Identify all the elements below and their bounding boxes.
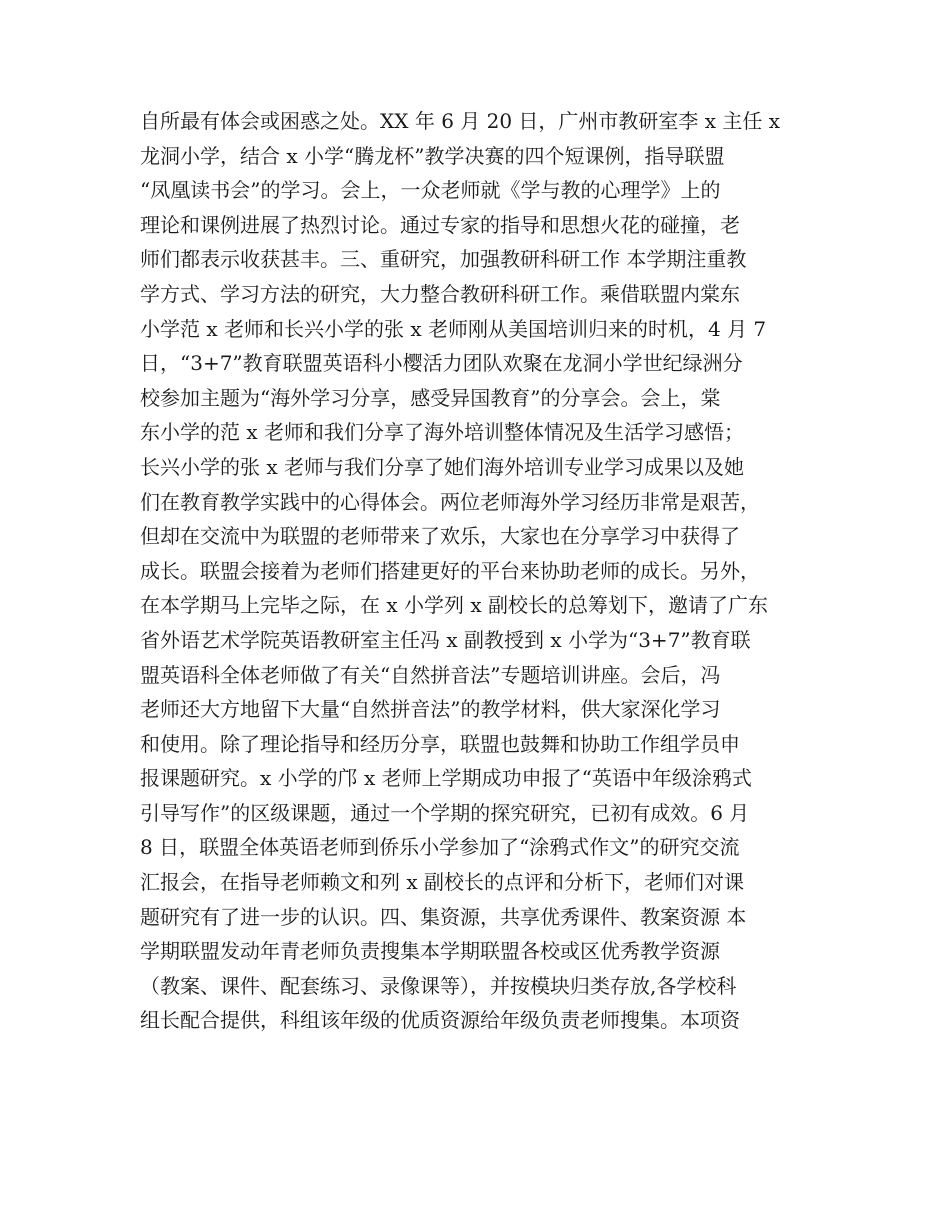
text-line: 自所最有体会或困惑之处。XX 年 6 月 20 日，广州市教研室李 x 主任 x (140, 109, 781, 133)
text-line: 老师还大方地留下大量“自然拼音法”的教学材料，供大家深化学习 (140, 697, 721, 722)
text-line: 小学范 x 老师和长兴小学的张 x 老师刚从美国培训归来的时机，4 月 7 (140, 316, 767, 341)
text-line: 盟英语科全体老师做了有关“自然拼音法”专题培训讲座。会后，冯 (140, 662, 721, 687)
text-line: 校参加主题为“海外学习分享，感受异国教育”的分享会。会上，棠 (140, 385, 721, 410)
text-line: 学期联盟发动年青老师负责搜集本学期联盟各校或区优秀教学资源 (140, 939, 720, 964)
text-line: 长兴小学的张 x 老师与我们分享了她们海外培训专业学习成果以及她 (140, 454, 744, 479)
text-line: 东小学的范 x 老师和我们分享了海外培训整体情况及生活学习感悟； (140, 420, 744, 445)
text-line: 日，“3+7”教育联盟英语科小樱活力团队欢聚在龙洞小学世纪绿洲分 (140, 351, 743, 376)
text-line: 组长配合提供，科组该年级的优质资源给年级负责老师搜集。本项资 (140, 1008, 740, 1033)
text-line: 题研究有了进一步的认识。四、集资源，共享优秀课件、教案资源 本 (140, 904, 747, 929)
text-line: “凤凰读书会”的学习。会上，一众老师就《学与教的心理学》上的 (140, 178, 721, 203)
text-line: 报课题研究。x 小学的邝 x 老师上学期成功申报了“英语中年级涂鸦式 (140, 766, 752, 791)
text-line: 省外语艺术学院英语教研室主任冯 x 副教授到 x 小学为“3+7”教育联 (140, 627, 751, 652)
text-line: 在本学期马上完毕之际，在 x 小学列 x 副校长的总筹划下，邀请了广东 (140, 593, 768, 618)
text-line: 8 日，联盟全体英语老师到侨乐小学参加了“涂鸦式作文”的研究交流 (140, 835, 740, 860)
text-line: 但却在交流中为联盟的老师带来了欢乐，大家也在分享学习中获得了 (140, 524, 740, 549)
text-line: 学方式、学习方法的研究，大力整合教研科研工作。乘借联盟内棠东 (140, 281, 740, 306)
text-line: 理论和课例进展了热烈讨论。通过专家的指导和思想火花的碰撞，老 (140, 212, 740, 237)
text-line: 龙洞小学，结合 x 小学“腾龙杯”教学决赛的四个短课例，指导联盟 (140, 143, 725, 168)
text-line: 引导写作”的区级课题，通过一个学期的探究研究，已初有成效。6 月 (140, 800, 750, 825)
text-line: 汇报会，在指导老师赖文和列 x 副校长的点评和分析下，老师们对课 (140, 870, 744, 895)
text-line: 和使用。除了理论指导和经历分享，联盟也鼓舞和协助工作组学员申 (140, 731, 740, 756)
text-line: 成长。联盟会接着为老师们搭建更好的平台来协助老师的成长。另外， (140, 558, 760, 583)
text-line: 们在教育教学实践中的心得体会。两位老师海外学习经历非常是艰苦， (140, 489, 760, 514)
body-text (140, 104, 820, 1038)
text-line: 师们都表示收获甚丰。三、重研究，加强教研科研工作 本学期注重教 (140, 247, 747, 272)
text-line: （教案、课件、配套练习、录像课等），并按模块归类存放,各学校科 (140, 973, 737, 998)
